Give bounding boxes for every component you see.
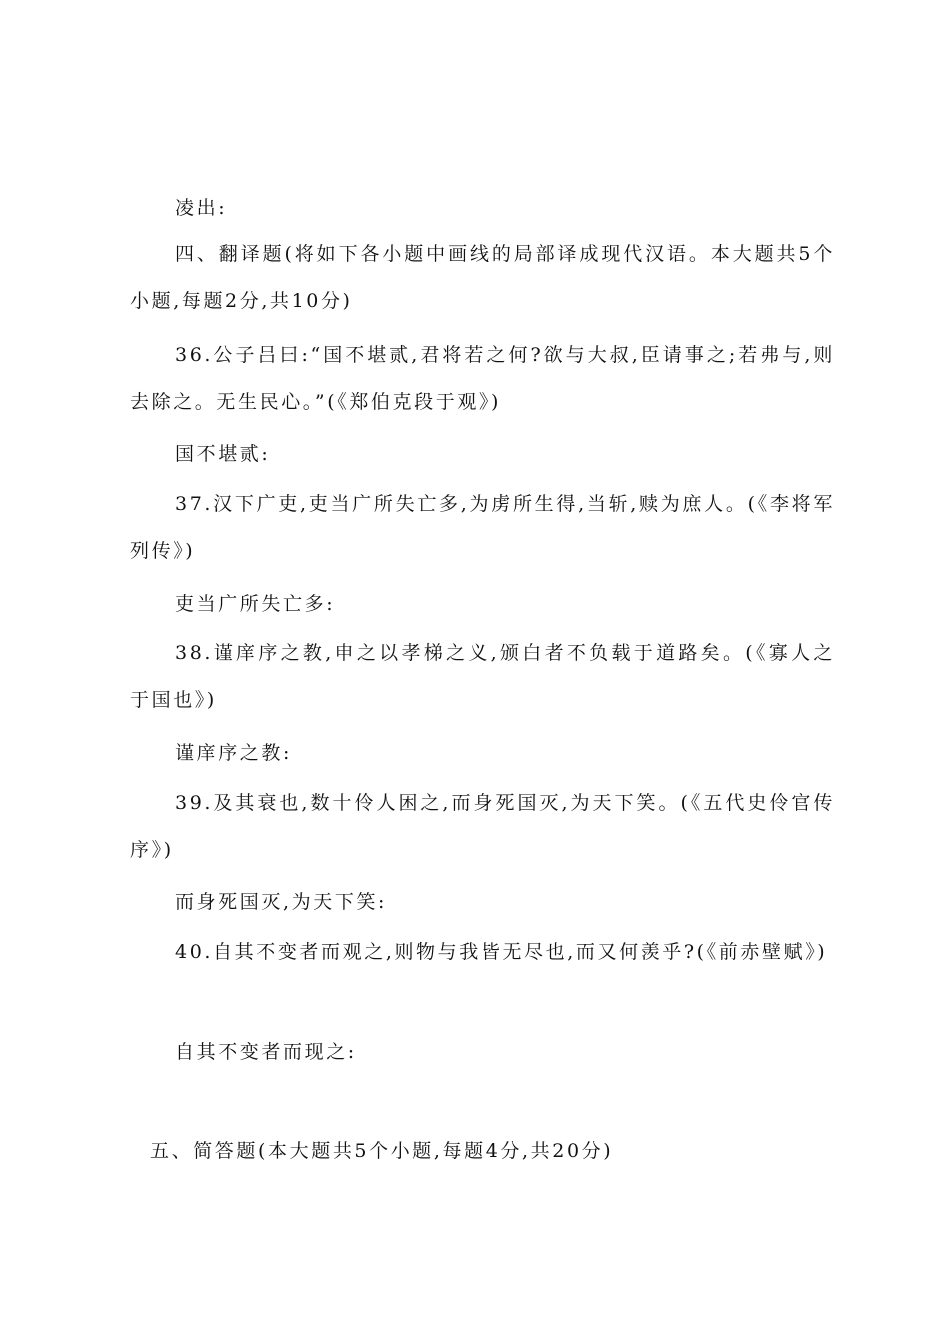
answer-line-36: 国不堪贰: (175, 443, 271, 465)
question-36: 36.公子吕曰:“国不堪贰,君将若之何?欲与大叔,臣请事之;若弗与,则去除之。无生民心。”(《郑伯克段于观》) (130, 344, 835, 413)
answer-line-39: 而身死国灭,为天下笑: (175, 891, 388, 913)
question-38: 38.谨庠序之教,申之以孝梯之义,颁白者不负载于道路矣。(《寡人之于国也》) (130, 642, 835, 711)
question-37: 37.汉下广吏,吏当广所失亡多,为虏所生得,当斩,赎为庶人。(《李将军列传》) (130, 493, 835, 562)
section-five-heading: 五、简答题(本大题共5个小题,每题4分,共20分) (150, 1140, 614, 1162)
answer-line-lingchu: 凌出: (175, 197, 228, 219)
question-40: 40.自其不变者而观之,则物与我皆无尽也,而又何羡乎?(《前赤壁赋》) (175, 941, 828, 963)
section-four-heading: 四、翻译题(将如下各小题中画线的局部译成现代汉语。本大题共5个小题,每题2分,共10分) (130, 243, 835, 312)
answer-line-37: 吏当广所失亡多: (175, 593, 336, 615)
answer-line-40: 自其不变者而现之: (175, 1041, 357, 1063)
answer-line-38: 谨庠序之教: (175, 742, 293, 764)
question-39: 39.及其衰也,数十伶人困之,而身死国灭,为天下笑。(《五代史伶官传序》) (130, 792, 835, 861)
